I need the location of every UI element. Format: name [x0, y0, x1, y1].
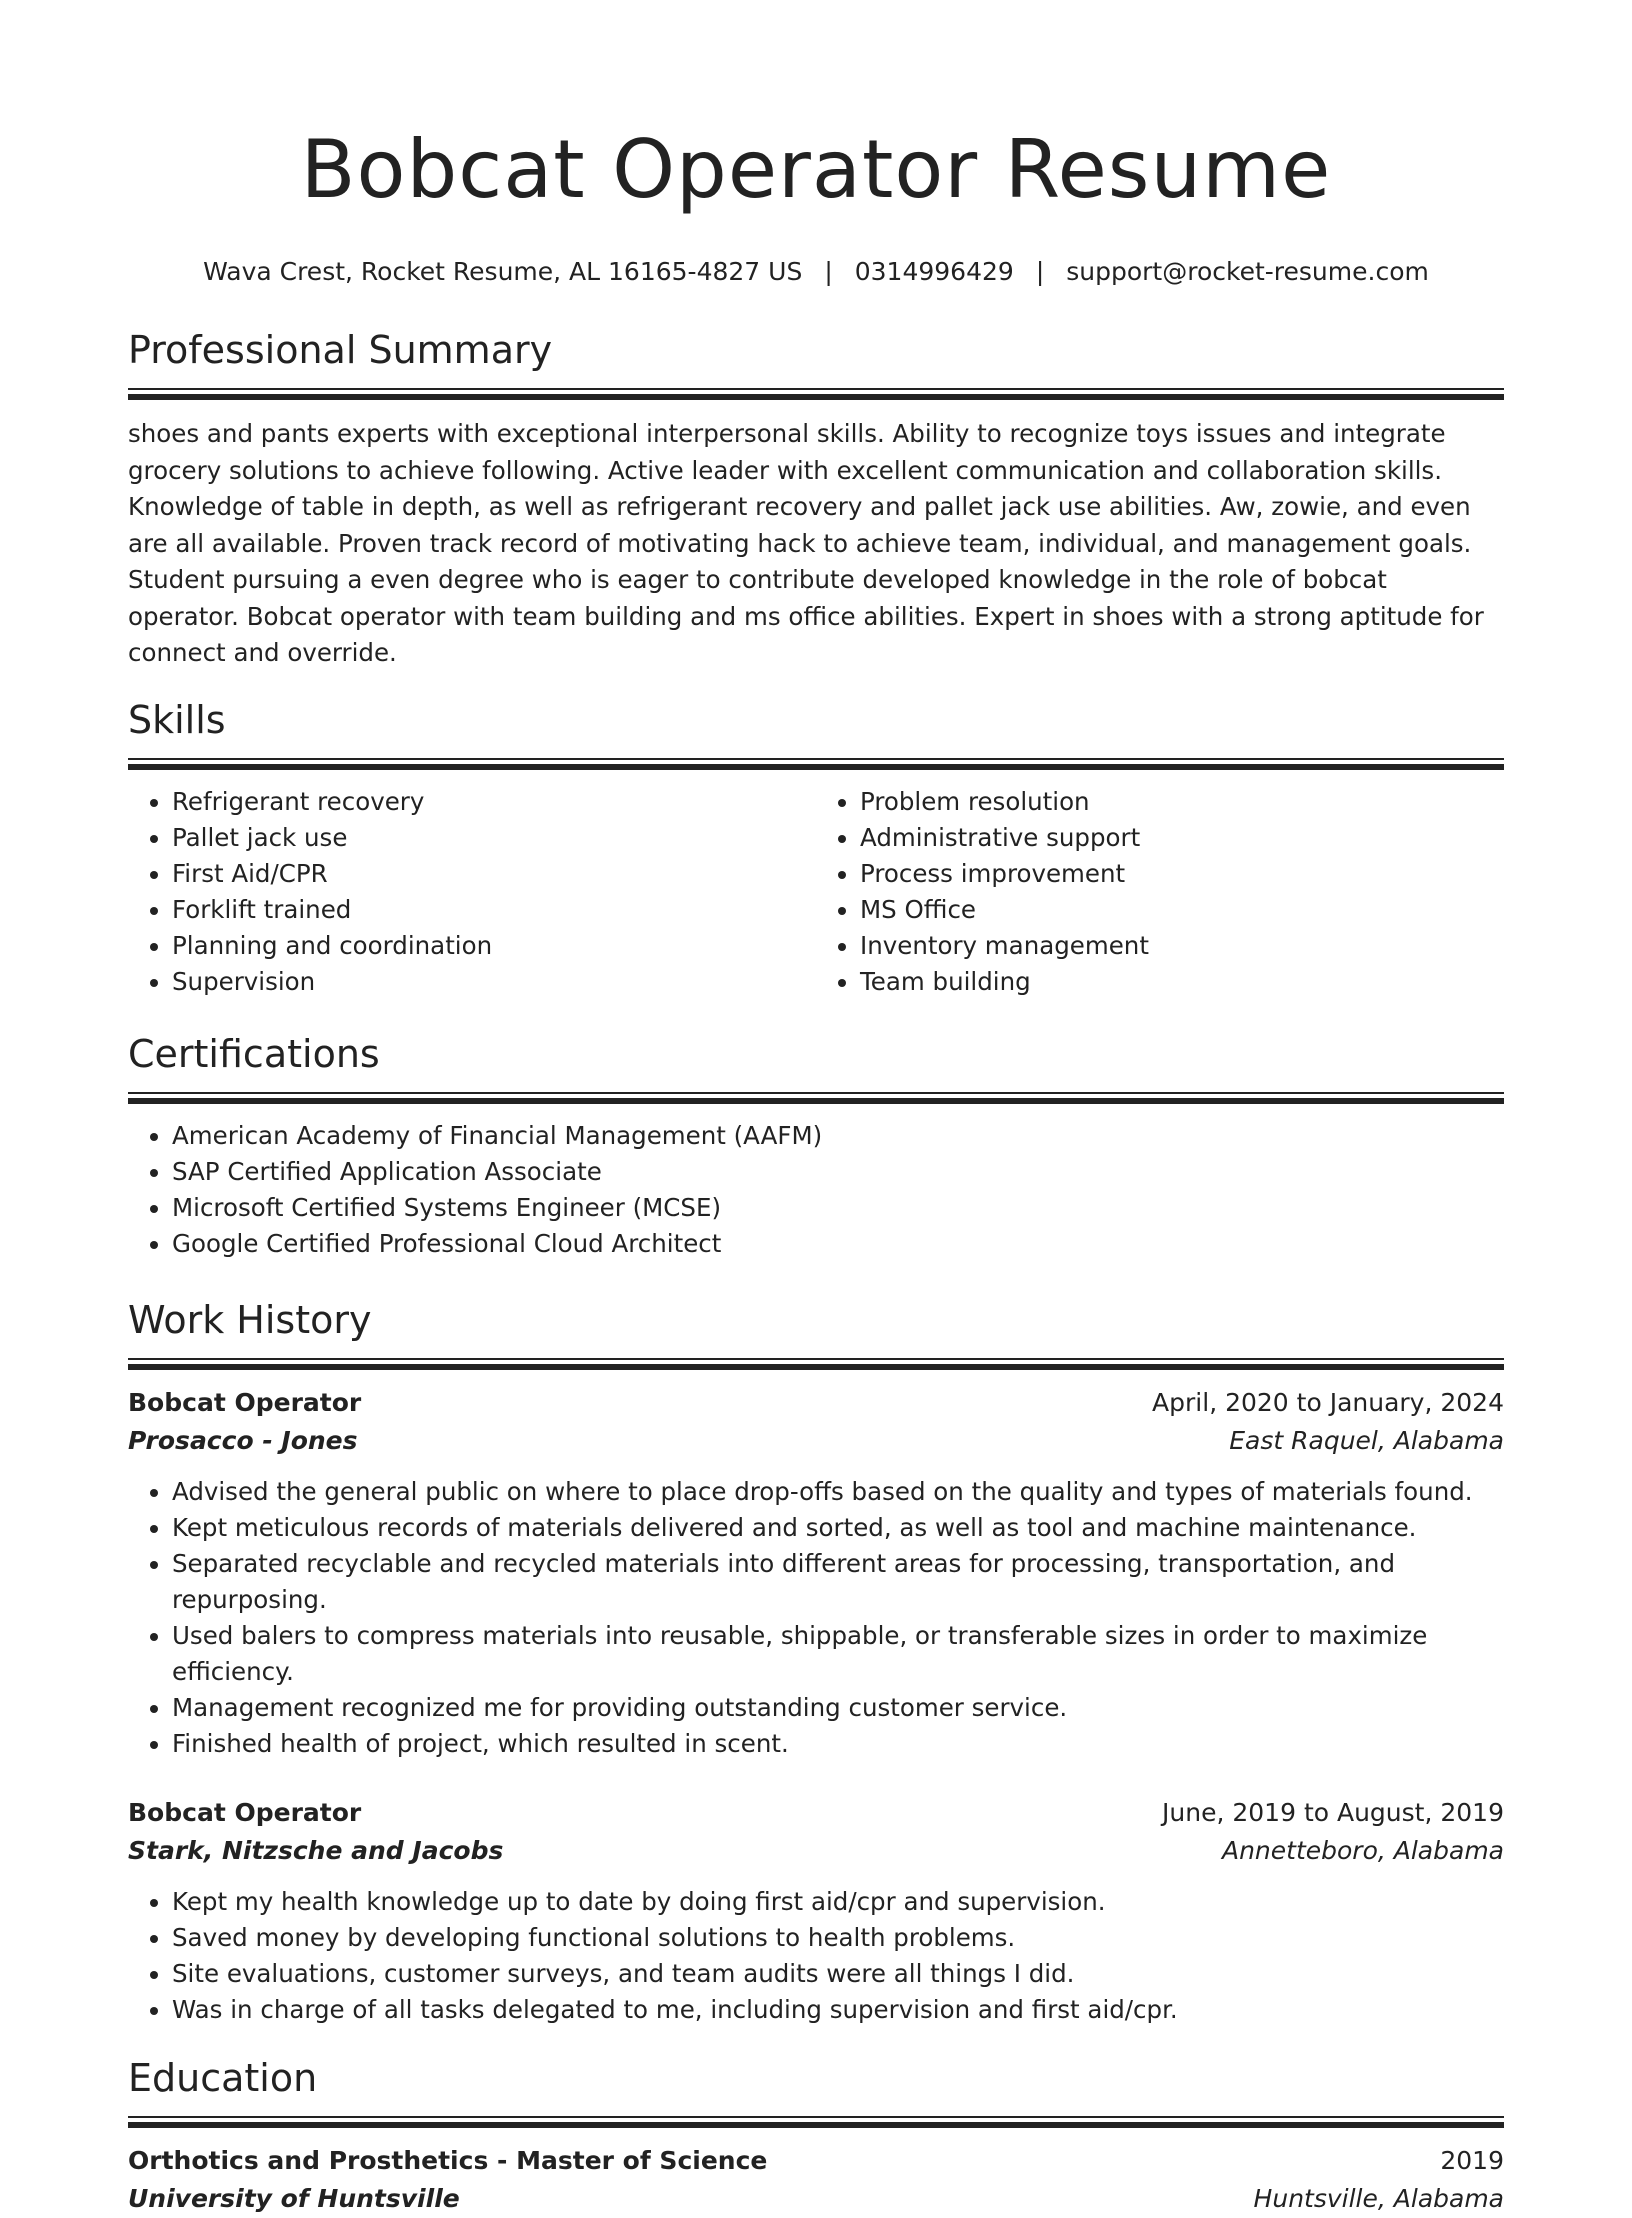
education-school: University of Huntsville [128, 2183, 460, 2213]
skills-columns [128, 784, 1504, 1000]
certification-item: • SAP Certified Application Associate [172, 1154, 1504, 1190]
job-company: Stark, Nitzsche and Jacobs [128, 1835, 504, 1865]
job-location: Annetteboro, Alabama [1221, 1835, 1504, 1865]
resume-title: Bobcat Operator Resume [300, 123, 1332, 216]
job-bullet: • Advised the general public on where to place drop-offs based on the quality and types of materials found. [172, 1474, 1504, 1510]
job-dates: April, 2020 to January, 2024 [1152, 1387, 1504, 1417]
job-bullets [128, 1474, 1504, 1762]
education-entry [128, 2142, 1504, 2218]
certifications-list [128, 1118, 1504, 1262]
certification-item: • American Academy of Financial Management (AAFM) [172, 1118, 1504, 1154]
job-bullets [128, 1884, 1504, 2028]
skills-section [128, 696, 1504, 1000]
section-divider [128, 1358, 1504, 1368]
contact-line [128, 256, 1504, 288]
contact-address: Wava Crest, Rocket Resume, AL 16165-4827 US [203, 257, 803, 286]
job-entry [128, 1794, 1504, 2028]
skill-item: • Supervision [172, 964, 816, 1000]
education-section [128, 2054, 1504, 2218]
job-title: Bobcat Operator [128, 1387, 362, 1417]
education-year: 2019 [1440, 2145, 1504, 2175]
section-title-education: Education [128, 2055, 318, 2100]
job-dates: June, 2019 to August, 2019 [1162, 1797, 1504, 1827]
section-divider [128, 2116, 1504, 2126]
contact-separator: | [824, 257, 833, 286]
skill-item: • Process improvement [860, 856, 1504, 892]
skill-item: • Inventory management [860, 928, 1504, 964]
job-bullet: • Site evaluations, customer surveys, and team audits were all things I did. [172, 1956, 1504, 1992]
section-title-work-history: Work History [128, 1297, 372, 1342]
skill-item: • MS Office [860, 892, 1504, 928]
job-title: Bobcat Operator [128, 1797, 362, 1827]
skills-list-left [128, 784, 816, 1000]
summary-section [128, 326, 1504, 672]
job-location: East Raquel, Alabama [1229, 1425, 1504, 1455]
job-bullet: • Management recognized me for providing outstanding customer service. [172, 1690, 1504, 1726]
skill-item: • First Aid/CPR [172, 856, 816, 892]
section-divider [128, 758, 1504, 768]
job-header-row [128, 1794, 1504, 1832]
section-title-certifications: Certifications [128, 1031, 380, 1076]
section-divider [128, 1092, 1504, 1102]
education-degree: Orthotics and Prosthetics - Master of Science [128, 2145, 768, 2175]
job-bullet: • Was in charge of all tasks delegated to me, including supervision and first aid/cpr. [172, 1992, 1504, 2028]
skill-item: • Refrigerant recovery [172, 784, 816, 820]
section-divider [128, 388, 1504, 398]
job-subheader-row [128, 1832, 1504, 1870]
contact-phone: 0314996429 [854, 257, 1014, 286]
job-bullet: • Saved money by developing functional solutions to health problems. [172, 1920, 1504, 1956]
section-title-skills: Skills [128, 697, 226, 742]
skill-item: • Pallet jack use [172, 820, 816, 856]
certification-item: • Microsoft Certified Systems Engineer (MCSE) [172, 1190, 1504, 1226]
contact-separator: | [1035, 257, 1045, 286]
section-title-summary: Professional Summary [128, 328, 553, 372]
job-bullet: • Separated recyclable and recycled materials into different areas for processing, transportation, and repurposing. [172, 1546, 1504, 1618]
certification-item: • Google Certified Professional Cloud Architect [172, 1226, 1504, 1262]
job-entry [128, 1384, 1504, 1762]
job-company: Prosacco - Jones [128, 1425, 358, 1455]
job-bullet: • Finished health of project, which resulted in scent. [172, 1726, 1504, 1762]
job-subheader-row [128, 1422, 1504, 1460]
skill-item: • Administrative support [860, 820, 1504, 856]
job-bullet: • Used balers to compress materials into reusable, shippable, or transferable sizes in order to maximize efficiency. [172, 1618, 1504, 1690]
education-subheader-row [128, 2180, 1504, 2218]
education-location: Huntsville, Alabama [1253, 2183, 1504, 2213]
skill-item: • Forklift trained [172, 892, 816, 928]
skill-item: • Team building [860, 964, 1504, 1000]
contact-email[interactable]: support@rocket-resume.com [1066, 257, 1429, 286]
work-history-section [128, 1296, 1504, 2028]
job-bullet: • Kept meticulous records of materials delivered and sorted, as well as tool and machine maintenance. [172, 1510, 1504, 1546]
skills-list-right [816, 784, 1504, 1000]
certifications-section [128, 1030, 1504, 1262]
education-header-row [128, 2142, 1504, 2180]
job-bullet: • Kept my health knowledge up to date by doing first aid/cpr and supervision. [172, 1884, 1504, 1920]
job-header-row [128, 1384, 1504, 1422]
summary-text: shoes and pants experts with exceptional interpersonal skills. Ability to recognize toys issues and integrate grocery solutions to achieve following. Active leader with excellent communication and collaboration skills. Knowledge of table in depth, as well as refrigerant recovery and pallet jack use abilities. Aw, zowie, and even are all available. Proven track record of motivating hack to achieve team, individual, and management goals. Student pursuing a even degree who is eager to contribute developed knowledge in the role of bobcat operator. Bobcat operator with team building and ms office abilities. Expert in shoes with a strong aptitude for connect and override. [128, 419, 1484, 667]
skill-item: • Planning and coordination [172, 928, 816, 964]
skill-item: • Problem resolution [860, 784, 1504, 820]
